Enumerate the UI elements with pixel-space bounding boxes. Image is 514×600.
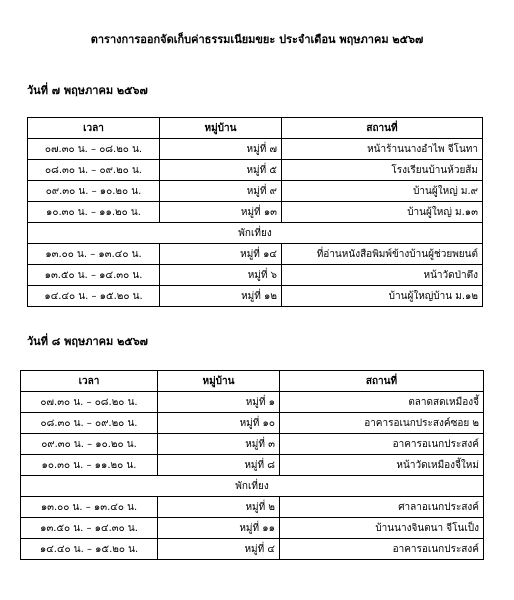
time-cell: ๑๓.๐๐ น. – ๑๓.๔๐ น. bbox=[21, 497, 158, 518]
village-cell: หมู่ที่ ๗ bbox=[160, 139, 282, 160]
table-row bbox=[28, 181, 483, 202]
table-row bbox=[21, 539, 484, 560]
table-row bbox=[28, 139, 483, 160]
village-cell: หมู่ที่ ๑๑ bbox=[158, 518, 280, 539]
time-cell: ๑๓.๕๐ น. – ๑๔.๓๐ น. bbox=[21, 518, 158, 539]
day-heading: วันที่ ๗ พฤษภาคม ๒๕๖๗ bbox=[27, 84, 148, 97]
time-cell: ๑๐.๓๐ น. – ๑๑.๒๐ น. bbox=[28, 202, 160, 223]
village-cell: หมู่ที่ ๑๒ bbox=[160, 286, 282, 307]
time-cell: ๐๘.๓๐ น. – ๐๙.๒๐ น. bbox=[28, 160, 160, 181]
village-cell: หมู่ที่ ๑๔ bbox=[160, 244, 282, 265]
document-title: ตารางการออกจัดเก็บค่าธรรมเนียมขยะ ประจำเดือน พฤษภาคม ๒๕๖๗ bbox=[90, 33, 424, 46]
table-row bbox=[21, 518, 484, 539]
village-cell: หมู่ที่ ๑๓ bbox=[160, 202, 282, 223]
time-cell: ๐๘.๓๐ น. – ๐๙.๒๐ น. bbox=[21, 413, 158, 434]
place-cell: อาคารอเนกประสงค์ bbox=[280, 539, 484, 560]
village-cell: หมู่ที่ ๑ bbox=[158, 392, 280, 413]
table-row bbox=[28, 202, 483, 223]
village-cell: หมู่ที่ ๙ bbox=[160, 181, 282, 202]
table-row bbox=[28, 244, 483, 265]
header-village: หมู่บ้าน bbox=[160, 118, 282, 139]
village-cell: หมู่ที่ ๔ bbox=[158, 539, 280, 560]
place-cell: ที่อ่านหนังสือพิมพ์ข้างบ้านผู้ช่วยพยนต์ bbox=[282, 244, 483, 265]
place-cell: อาคารอเนกประสงค์ซอย ๒ bbox=[280, 413, 484, 434]
time-cell: ๑๓.๕๐ น. – ๑๔.๓๐ น. bbox=[28, 265, 160, 286]
schedule-table bbox=[27, 117, 483, 307]
table-row bbox=[28, 160, 483, 181]
village-cell: หมู่ที่ ๖ bbox=[160, 265, 282, 286]
break-row bbox=[21, 476, 484, 497]
place-cell: หน้าวัดเหมืองจี้ใหม่ bbox=[280, 455, 484, 476]
place-cell: ตลาดสดเหมืองจี้ bbox=[280, 392, 484, 413]
time-cell: ๑๔.๔๐ น. – ๑๕.๒๐ น. bbox=[21, 539, 158, 560]
header-place: สถานที่ bbox=[280, 371, 484, 392]
table-row bbox=[21, 497, 484, 518]
place-cell: บ้านนางจินตนา จีโนเป็ง bbox=[280, 518, 484, 539]
time-cell: ๐๙.๓๐ น. – ๑๐.๒๐ น. bbox=[21, 434, 158, 455]
place-cell: บ้านผู้ใหญ่บ้าน ม.๑๒ bbox=[282, 286, 483, 307]
table-header-row bbox=[28, 118, 483, 139]
day-heading: วันที่ ๘ พฤษภาคม ๒๕๖๗ bbox=[27, 335, 148, 348]
village-cell: หมู่ที่ ๒ bbox=[158, 497, 280, 518]
table-row bbox=[21, 413, 484, 434]
break-label: พักเที่ยง bbox=[21, 476, 484, 497]
place-cell: โรงเรียนบ้านห้วยส้ม bbox=[282, 160, 483, 181]
time-cell: ๐๙.๓๐ น. – ๑๐.๒๐ น. bbox=[28, 181, 160, 202]
place-cell: หน้าร้านนางอำไพ จีโนทา bbox=[282, 139, 483, 160]
time-cell: ๐๗.๓๐ น. – ๐๘.๒๐ น. bbox=[21, 392, 158, 413]
place-cell: อาคารอเนกประสงค์ bbox=[280, 434, 484, 455]
village-cell: หมู่ที่ ๕ bbox=[160, 160, 282, 181]
time-cell: ๐๗.๓๐ น. – ๐๘.๒๐ น. bbox=[28, 139, 160, 160]
header-time: เวลา bbox=[21, 371, 158, 392]
table-row bbox=[21, 455, 484, 476]
village-cell: หมู่ที่ ๑๐ bbox=[158, 413, 280, 434]
village-cell: หมู่ที่ ๘ bbox=[158, 455, 280, 476]
place-cell: บ้านผู้ใหญ่ ม.๑๓ bbox=[282, 202, 483, 223]
table-row bbox=[21, 392, 484, 413]
table-row bbox=[28, 286, 483, 307]
time-cell: ๑๓.๐๐ น. – ๑๓.๔๐ น. bbox=[28, 244, 160, 265]
time-cell: ๑๐.๓๐ น. – ๑๑.๒๐ น. bbox=[21, 455, 158, 476]
place-cell: ศาลาอเนกประสงค์ bbox=[280, 497, 484, 518]
header-village: หมู่บ้าน bbox=[158, 371, 280, 392]
table-row bbox=[21, 434, 484, 455]
header-place: สถานที่ bbox=[282, 118, 483, 139]
break-label: พักเที่ยง bbox=[28, 223, 483, 244]
place-cell: บ้านผู้ใหญ่ ม.๙ bbox=[282, 181, 483, 202]
schedule-table bbox=[20, 370, 484, 560]
time-cell: ๑๔.๔๐ น. – ๑๕.๒๐ น. bbox=[28, 286, 160, 307]
break-row bbox=[28, 223, 483, 244]
header-time: เวลา bbox=[28, 118, 160, 139]
table-row bbox=[28, 265, 483, 286]
place-cell: หน้าวัดป่าตึง bbox=[282, 265, 483, 286]
village-cell: หมู่ที่ ๓ bbox=[158, 434, 280, 455]
table-header-row bbox=[21, 371, 484, 392]
